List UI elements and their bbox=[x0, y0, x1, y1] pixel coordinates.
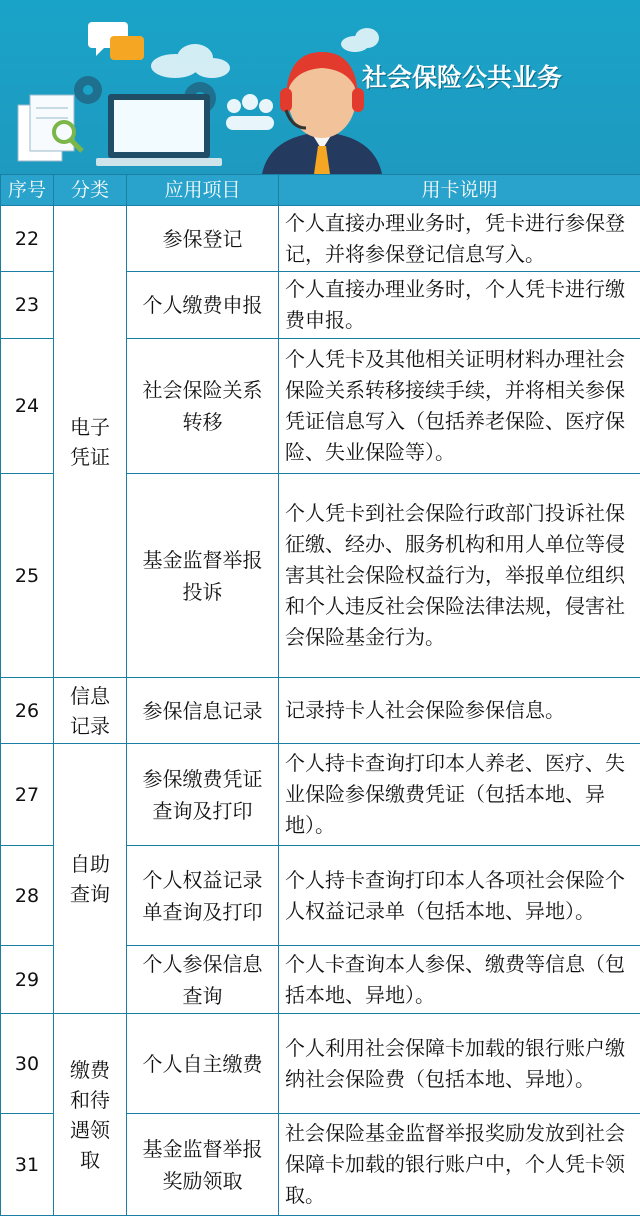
category-cell: 缴费和待遇领取 bbox=[54, 1014, 127, 1216]
row-number: 22 bbox=[1, 206, 54, 272]
description-cell: 社会保险基金监督举报奖励发放到社会保障卡加载的银行账户中，个人凭卡领取。 bbox=[279, 1114, 640, 1216]
description-cell: 个人凭卡及其他相关证明材料办理社会保险关系转移接续手续，并将相关参保凭证信息写入（包括养老保险、医疗保险、失业保险等）。 bbox=[279, 339, 640, 474]
description-cell: 个人卡查询本人参保、缴费等信息（包括本地、异地）。 bbox=[279, 946, 640, 1014]
header-number: 序号 bbox=[1, 175, 54, 206]
item-cell: 社会保险关系转移 bbox=[127, 339, 279, 474]
category-cell: 信息记录 bbox=[54, 678, 127, 744]
row-number: 31 bbox=[1, 1114, 54, 1216]
item-cell: 个人缴费申报 bbox=[127, 272, 279, 339]
header-category: 分类 bbox=[54, 175, 127, 206]
row-number: 26 bbox=[1, 678, 54, 744]
item-cell: 个人权益记录单查询及打印 bbox=[127, 846, 279, 946]
description-cell: 个人持卡查询打印本人各项社会保险个人权益记录单（包括本地、异地）。 bbox=[279, 846, 640, 946]
header-banner bbox=[0, 0, 640, 174]
business-table bbox=[0, 174, 640, 1216]
description-cell: 个人直接办理业务时，个人凭卡进行缴费申报。 bbox=[279, 272, 640, 339]
laptop-icon bbox=[96, 94, 222, 166]
chat-bubble-icon bbox=[88, 22, 144, 60]
table-row bbox=[1, 206, 640, 272]
item-cell: 个人自主缴费 bbox=[127, 1014, 279, 1114]
table-row bbox=[1, 1014, 640, 1114]
table-row bbox=[1, 744, 640, 846]
row-number: 30 bbox=[1, 1014, 54, 1114]
document-icon bbox=[18, 95, 82, 161]
description-cell: 个人利用社会保障卡加载的银行账户缴纳社会保险费（包括本地、异地）。 bbox=[279, 1014, 640, 1114]
row-number: 24 bbox=[1, 339, 54, 474]
row-number: 29 bbox=[1, 946, 54, 1014]
description-cell: 个人直接办理业务时，凭卡进行参保登记，并将参保登记信息写入。 bbox=[279, 206, 640, 272]
item-cell: 基金监督举报投诉 bbox=[127, 474, 279, 678]
description-cell: 个人持卡查询打印本人养老、医疗、失业保险参保缴费凭证（包括本地、异地）。 bbox=[279, 744, 640, 846]
row-number: 23 bbox=[1, 272, 54, 339]
description-cell: 记录持卡人社会保险参保信息。 bbox=[279, 678, 640, 744]
header-item: 应用项目 bbox=[127, 175, 279, 206]
item-cell: 基金监督举报奖励领取 bbox=[127, 1114, 279, 1216]
category-cell: 自助查询 bbox=[54, 744, 127, 1014]
row-number: 25 bbox=[1, 474, 54, 678]
item-cell: 参保缴费凭证查询及打印 bbox=[127, 744, 279, 846]
table-header-row bbox=[1, 175, 640, 206]
row-number: 28 bbox=[1, 846, 54, 946]
row-number: 27 bbox=[1, 744, 54, 846]
header-description: 用卡说明 bbox=[279, 175, 640, 206]
people-icon bbox=[226, 94, 274, 130]
table-row bbox=[1, 678, 640, 744]
description-cell: 个人凭卡到社会保险行政部门投诉社保征缴、经办、服务机构和用人单位等侵害其社会保险权益行为，举报单位组织和个人违反社会保险法律法规，侵害社会保险基金行为。 bbox=[279, 474, 640, 678]
item-cell: 参保信息记录 bbox=[127, 678, 279, 744]
item-cell: 个人参保信息查询 bbox=[127, 946, 279, 1014]
banner-title: 社会保险公共业务 bbox=[362, 63, 563, 92]
item-cell: 参保登记 bbox=[127, 206, 279, 272]
category-cell: 电子凭证 bbox=[54, 206, 127, 678]
